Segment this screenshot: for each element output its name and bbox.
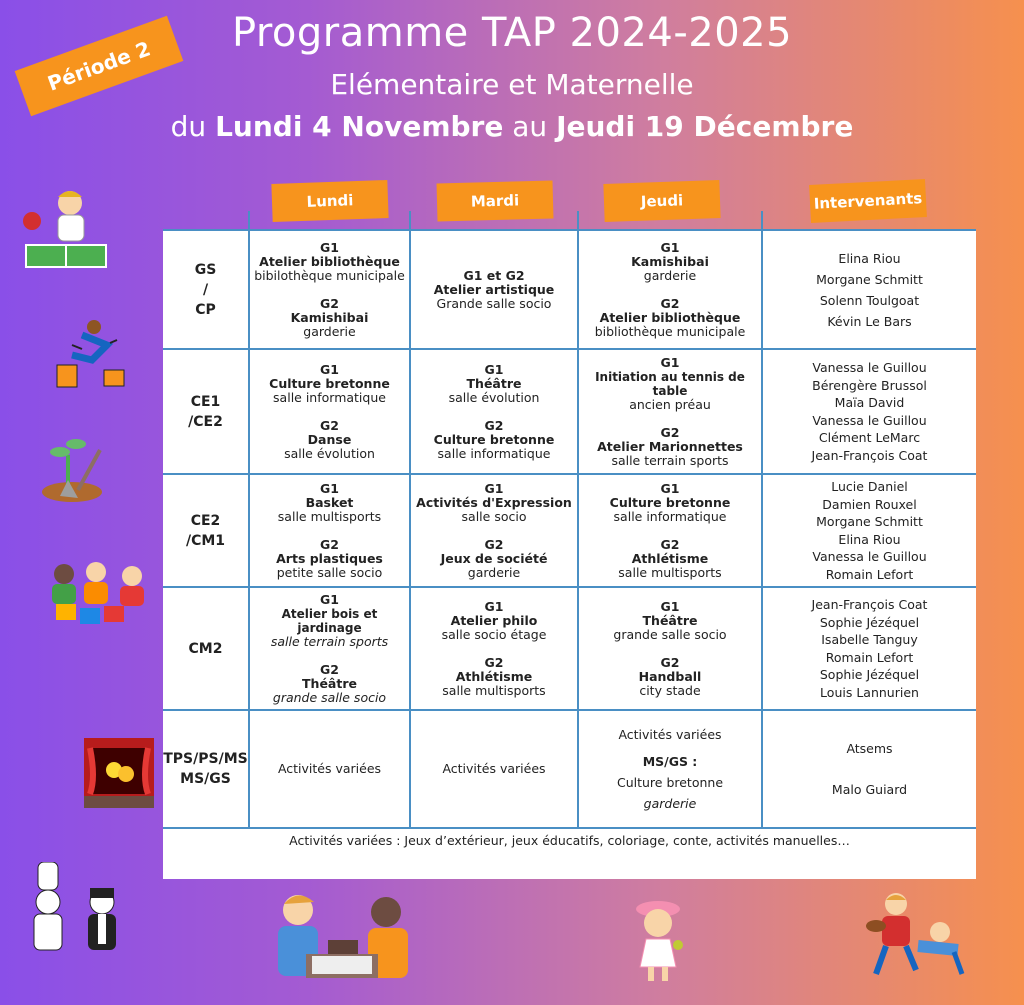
footer-note: Activités variées : Jeux d’extérieur, jeux éducatifs, coloriage, conte, activités manuelles…: [289, 833, 850, 848]
activity-room: bibliothèque municipale: [594, 323, 746, 339]
activity-room: salle terrain sports: [611, 452, 729, 468]
level-line: GS: [194, 261, 217, 278]
staff-name: Isabelle Tanguy: [821, 632, 918, 647]
column-header-intervenants: Intervenants: [809, 179, 927, 223]
activity-name: Théâtre: [642, 612, 698, 628]
cell-ce1ce2-staff: [763, 350, 976, 473]
staff-name: Damien Rouxel: [822, 496, 917, 512]
group-label: G1: [660, 239, 680, 255]
group-label: G2: [660, 654, 680, 670]
group-label: G1: [320, 480, 339, 496]
activity-name: Handball: [638, 668, 702, 684]
cell-ce2cm1-jeudi: [579, 475, 761, 586]
cell-ce2cm1-lundi: [250, 475, 409, 586]
group-label: G2: [320, 536, 339, 552]
activity-name: Athlétisme: [631, 550, 709, 566]
group-label: G2: [320, 661, 339, 677]
group-label: G1: [320, 591, 339, 607]
activity-room: Activités variées: [618, 727, 722, 742]
group-label: G2: [484, 654, 504, 670]
staff-name: Vanessa le Guillou: [812, 360, 927, 375]
level-line: /CM1: [185, 532, 226, 549]
cell-maternelle-jeudi: [579, 711, 761, 827]
cell-gscp-mardi: [411, 231, 577, 348]
date-range: [0, 110, 1024, 143]
cell-ce1ce2-jeudi: [579, 350, 761, 473]
date-end: Jeudi 19 Décembre: [556, 110, 854, 143]
group-label: G1: [484, 361, 504, 377]
level-cm2: [163, 588, 248, 709]
level-maternelle: [163, 711, 248, 827]
activity-room: salle informatique: [613, 508, 727, 524]
activity-room: grande salle socio: [613, 626, 727, 642]
level-line: CE2: [190, 512, 221, 529]
dates-prefix: du: [170, 110, 207, 143]
staff-name: Elina Riou: [838, 250, 901, 266]
group-label: G1: [320, 239, 339, 255]
activity-room: salle multisports: [618, 564, 722, 580]
group-label: G1: [320, 361, 339, 377]
cell-cm2-mardi: [411, 588, 577, 709]
staff-name: Lucie Daniel: [831, 479, 908, 494]
activity-room: Activités variées: [277, 761, 382, 776]
activity-name: Théâtre: [466, 375, 522, 391]
staff-name: Solenn Toulgoat: [819, 292, 920, 308]
page-subtitle: Elémentaire et Maternelle: [330, 68, 694, 101]
activity-room: salle socio étage: [441, 626, 547, 642]
level-ce1-ce2: [163, 350, 248, 473]
level-line: CE1: [190, 393, 221, 410]
cell-cm2-staff: [763, 588, 976, 709]
staff-name: Sophie Jézéquel: [819, 667, 920, 682]
activity-name: Kamishibai: [290, 309, 369, 325]
staff-name: Vanessa le Guillou: [812, 549, 927, 564]
level-line: /: [202, 281, 209, 298]
group-label: G2: [320, 295, 339, 311]
cell-maternelle-lundi: [250, 711, 409, 827]
staff-name: Malo Guiard: [831, 782, 908, 797]
activity-name: Activités d'Expression: [416, 494, 572, 510]
activity-room: salle informatique: [437, 445, 551, 461]
activity-room: ancien préau: [629, 396, 711, 412]
group-label: G1: [660, 354, 680, 370]
group-label: G2: [660, 295, 680, 311]
activity-name: Kamishibai: [631, 253, 709, 269]
activity-room: salle évolution: [448, 389, 540, 405]
activity-room: grande salle socio: [272, 689, 387, 705]
staff-name: Morgane Schmitt: [816, 271, 923, 287]
schedule-table: [163, 229, 976, 879]
activity-name: Atelier bois et jardinage: [281, 606, 378, 635]
group-label: G1: [484, 598, 504, 614]
group-label: G2: [660, 424, 680, 440]
activity-room: salle évolution: [284, 445, 375, 461]
column-header-lundi: Lundi: [271, 180, 388, 222]
chef-and-butler-icon: [28, 862, 128, 958]
cell-cm2-lundi: [250, 588, 409, 709]
dates-mid: au: [512, 110, 548, 143]
activity-name: Culture bretonne: [609, 494, 731, 510]
staff-name: Elina Riou: [838, 531, 901, 547]
level-gs-cp: [163, 231, 248, 348]
cell-gscp-staff: [763, 231, 976, 348]
theatre-stage-icon: [84, 738, 154, 808]
page-title: Programme TAP 2024-2025: [231, 10, 793, 56]
activity-name: Atelier artistique: [433, 281, 555, 297]
activity-room: salle multisports: [277, 508, 382, 524]
activity-name: Atelier Marionnettes: [597, 438, 743, 454]
group-label: G1: [660, 480, 680, 496]
cell-ce2cm1-staff: [763, 475, 976, 586]
group-label: G2: [320, 417, 339, 433]
staff-name: Jean-François Coat: [811, 597, 928, 612]
staff-name: Sophie Jézéquel: [819, 614, 920, 630]
cell-cm2-jeudi: [579, 588, 761, 709]
column-header-mardi: Mardi: [437, 180, 554, 221]
cell-ce1ce2-lundi: [250, 350, 409, 473]
staff-name: Romain Lefort: [825, 649, 914, 665]
column-header-jeudi: Jeudi: [603, 180, 720, 222]
chess-players-icon: [268, 890, 413, 990]
activity-name: Danse: [307, 431, 352, 447]
group-label: G2: [660, 536, 680, 552]
cell-ce2cm1-mardi: [411, 475, 577, 586]
gardening-plant-icon: [38, 430, 110, 505]
level-line: MS/GS: [180, 771, 231, 787]
activity-name: Atelier bibliothèque: [259, 253, 400, 269]
level-line: CM2: [188, 640, 223, 657]
cell-gscp-jeudi: [579, 231, 761, 348]
staff-name: Maïa David: [834, 395, 905, 410]
activity-name: Initiation au tennis de table: [595, 369, 745, 398]
group-label: G1: [484, 480, 504, 496]
cell-gscp-lundi: [250, 231, 409, 348]
activity-name: Culture bretonne: [616, 775, 724, 790]
level-line: /CE2: [188, 413, 223, 430]
group-label: G2: [484, 536, 504, 552]
cell-maternelle-staff: [763, 711, 976, 827]
activity-name: Atelier philo: [450, 612, 538, 628]
activity-room: Activités variées: [442, 761, 546, 776]
puzzle-kids-icon: [44, 560, 156, 635]
group-label: MS/GS :: [642, 754, 698, 769]
activity-room: garderie: [643, 796, 697, 811]
activity-name: Atelier bibliothèque: [599, 309, 741, 325]
group-label: G1 et G2: [463, 267, 525, 283]
staff-name: Romain Lefort: [825, 566, 914, 582]
staff-name: Jean-François Coat: [811, 447, 928, 463]
rugby-players-icon: [862, 890, 967, 985]
row-divider: [163, 827, 976, 829]
activity-name: Arts plastiques: [276, 550, 383, 566]
activity-room: garderie: [467, 564, 521, 580]
group-label: G1: [660, 598, 680, 614]
activity-room: salle socio: [461, 508, 527, 524]
period-badge: Période 2: [15, 16, 184, 117]
activity-name: Basket: [305, 494, 354, 510]
staff-name: Morgane Schmitt: [816, 514, 923, 529]
level-ce2-cm1: [163, 475, 248, 586]
activity-room: garderie: [643, 267, 697, 283]
tennis-girl-icon: [628, 895, 688, 985]
staff-name: Bérengère Brussol: [812, 377, 927, 393]
activity-room: petite salle socio: [276, 564, 383, 580]
ping-pong-kid-icon: [18, 185, 110, 273]
activity-room: garderie: [303, 323, 356, 339]
activity-room: city stade: [639, 682, 701, 698]
staff-name: Louis Lannurien: [820, 684, 919, 700]
level-line: TPS/PS/MS: [163, 751, 248, 767]
staff-name: Atsems: [846, 740, 893, 756]
date-start: Lundi 4 Novembre: [215, 110, 504, 143]
staff-name: Clément LeMarc: [818, 430, 921, 445]
activity-room: salle multisports: [442, 682, 546, 698]
activity-name: Culture bretonne: [433, 431, 555, 447]
activity-name: Athlétisme: [455, 668, 533, 684]
activity-name: Culture bretonne: [269, 375, 390, 391]
cell-ce1ce2-mardi: [411, 350, 577, 473]
group-label: G2: [484, 417, 504, 433]
staff-name: Kévin Le Bars: [827, 313, 912, 329]
hurdle-jumper-icon: [52, 315, 132, 390]
activity-name: Jeux de société: [440, 550, 548, 566]
activity-room: Grande salle socio: [436, 295, 552, 311]
staff-name: Vanessa le Guillou: [812, 412, 927, 428]
activity-room: salle informatique: [273, 389, 386, 405]
activity-room: bibilothèque municipale: [254, 267, 405, 283]
activity-name: Théâtre: [302, 675, 357, 691]
activity-room: salle terrain sports: [270, 633, 389, 649]
level-line: CP: [195, 301, 216, 318]
cell-maternelle-mardi: [411, 711, 577, 827]
